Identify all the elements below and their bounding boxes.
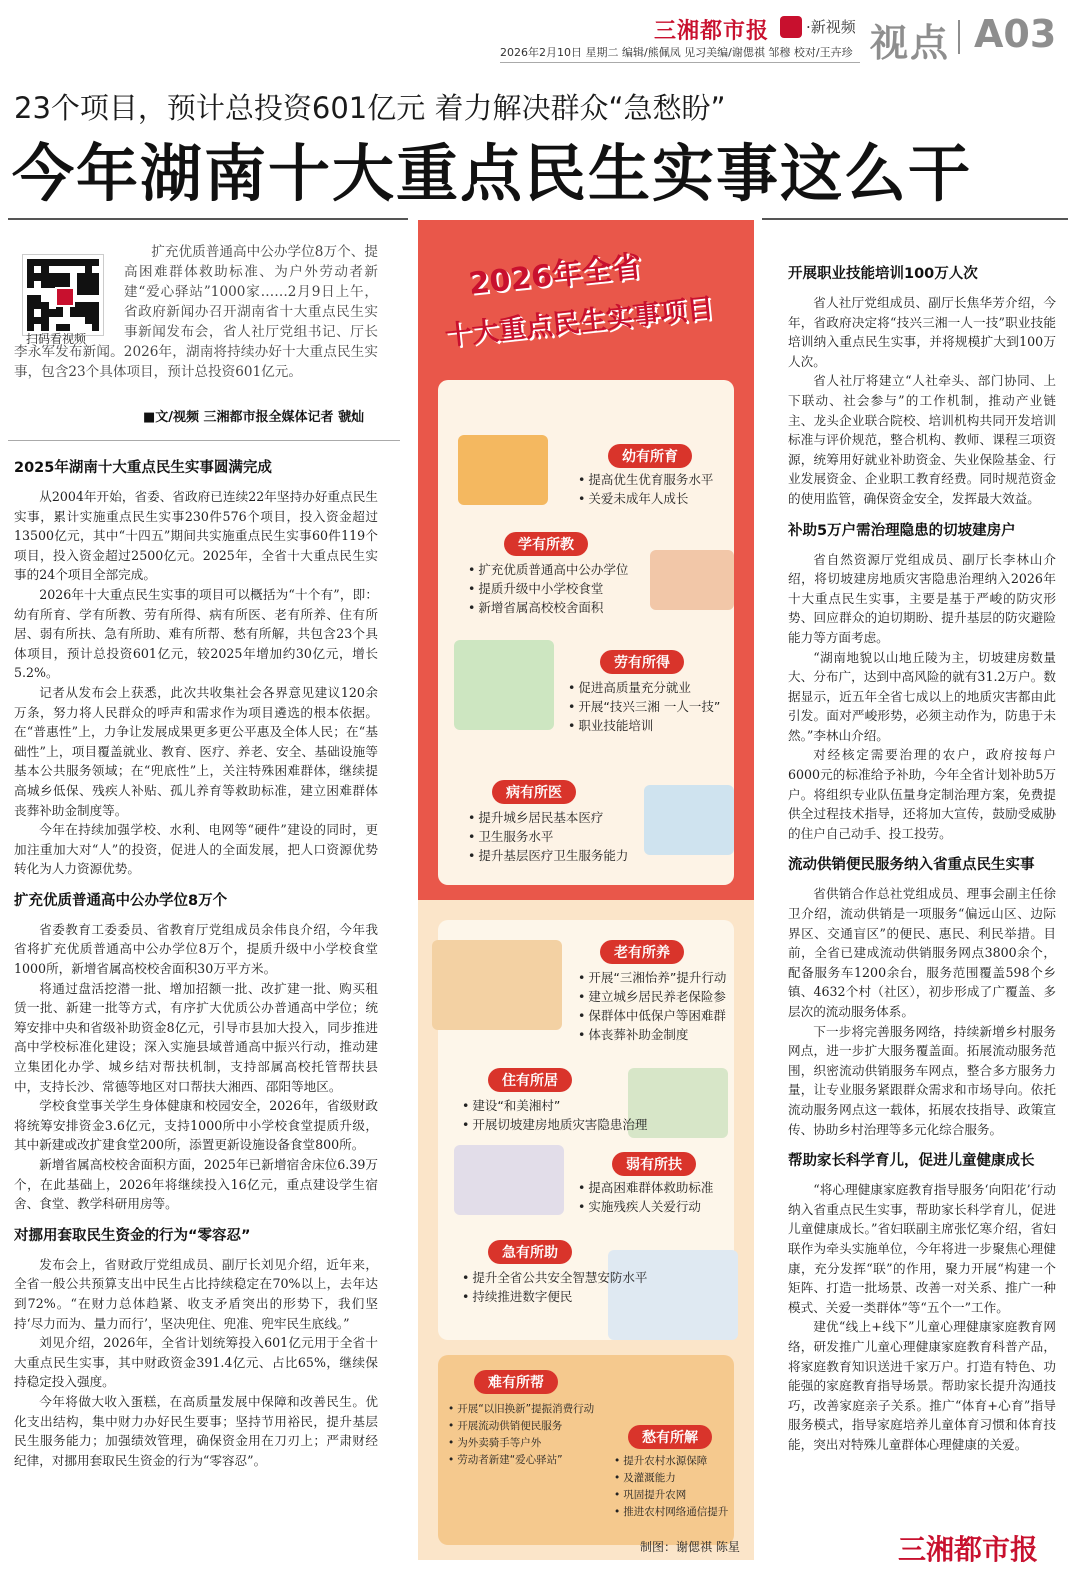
dateline: 2026年2月10日 星期二 编辑/熊佩凤 见习美编/谢偲祺 邹穆 校对/王卉珍 — [500, 46, 853, 59]
paragraph: 省人社厅将建立“人社牵头、部门协同、上下联动、社会参与”的工作机制，推动产业链主、龙头企业联合院校、培训机构共同开发培训标准与评价规范，整合机构、教师、课程三项资源，统筹用好就业补助资金、失业保险基金、行业发展资金、企业职工教育经费。同时规范资金的使用监管，确保资金安全，发挥最大效益。 — [788, 373, 1056, 506]
paragraph: 学校食堂事关学生身体健康和校园安全，2026年，省级财政将统筹安排资金3.6亿元，支持1000所中小学校食堂提质升级，其中新建或改扩建食堂200所，添置更新设施设备食堂800所。 — [14, 1098, 378, 1153]
headline-rule-right — [762, 218, 1068, 220]
infographic-tag: 愁有所解 — [628, 1425, 712, 1449]
section-body — [788, 293, 1056, 509]
paragraph: “湖南地貌以山地丘陵为主，切坡建房数量大、分布广，达到中高风险的就有31.2万户。数据显示，近五年全省七成以上的地质灾害都由此引发。面对严峻形势，必须主动作为，防患于未然。”李林山介绍。 — [788, 649, 1056, 743]
section-body — [14, 920, 378, 1214]
infographic-item: • 及灌溉能力 — [614, 1469, 676, 1488]
infographic-tag: 幼有所育 — [608, 444, 692, 468]
elderly-home-icon — [432, 940, 562, 1030]
city-road-icon — [454, 640, 554, 730]
hospital-icon — [644, 785, 734, 855]
infographic-item: • 开展“技兴三湘 一人一技” — [568, 697, 720, 716]
qr-label: 扫码看视频 — [26, 332, 87, 346]
paragraph: 发布会上，省财政厅党组成员、副厅长刘见介绍，近年来，全省一般公共预算支出中民生占比持续稳定在70%以上，去年达到72%。“在财力总体趋紧、收支矛盾突出的形势下，我们坚持‘尽力而为、量力而行’，坚决兜住、兜准、兜牢民生底线。” — [14, 1256, 378, 1331]
lead-rule — [8, 440, 400, 441]
infographic-item: • 巩固提升农网 — [614, 1486, 686, 1505]
video-logo-icon — [780, 16, 802, 38]
paragraph: 省人社厅党组成员、副厅长焦华芳介绍，今年，省政府决定将“技兴三湘一人一技”职业技能培训纳入重点民生实事，并将规模扩大到100万人次。 — [788, 295, 1056, 369]
paragraph: 省供销合作总社党组成员、理事会副主任徐卫介绍，流动供销是一项服务“偏远山区、边际界区、交通盲区”的便民、惠民、利民举措。目前，全省已建成流动供销服务网点3800余个，配备服务车1200余台，服务范围覆盖598个乡镇、4632个村（社区），初步形成了广覆盖、多层次的流动服务体系。 — [788, 886, 1056, 1019]
infographic-item: • 提升农村水源保障 — [614, 1452, 707, 1471]
infographic-credit: 制图：谢偲祺 陈星 — [640, 1540, 740, 1554]
infographic-item: • 提升基层医疗卫生服务能力 — [468, 846, 628, 865]
section-heading: 开展职业技能培训100万人次 — [788, 266, 978, 282]
section-body — [788, 884, 1056, 1139]
infographic-item: • 提高困难群体救助标准 — [578, 1178, 713, 1197]
section-heading: 扩充优质普通高中公办学位8万个 — [14, 892, 228, 909]
footer-logo: 三湘都市报 — [898, 1533, 1039, 1566]
infographic-tag: 学有所教 — [504, 532, 588, 556]
infographic-item: • 开展流动供销便民服务 — [448, 1417, 562, 1436]
article-lead — [14, 242, 378, 382]
infographic-item: • 卫生服务水平 — [468, 827, 553, 846]
community-icon — [454, 1145, 564, 1215]
infographic-item: • 推进农村网络通信提升 — [614, 1503, 728, 1522]
masthead-rule — [500, 62, 860, 63]
paragraph: 将通过盘活挖潜一批、增加招额一批、改扩建一批、购买租赁一批、新建一批等方式，有序扩大优质公办普通高中学位；统筹安排中央和省级补助资金8亿元，引导市县加大投入，同步推进高中学校标准化建设；深入实施县域普通高中振兴行动，推动建立集团化办学、城乡结对帮扶机制，支持部属高校托管帮扶县中，支持长沙、常德等地区对口帮扶大湘西、邵阳等地区。 — [14, 980, 378, 1094]
section-body — [788, 1180, 1056, 1454]
infographic-item: • 开展“三湘怡养”提升行动 — [578, 968, 726, 987]
section-body — [14, 1255, 378, 1471]
infographic-item: • 为外卖骑手等户外 — [448, 1434, 541, 1453]
infographic-item: • 关爱未成年人成长 — [578, 489, 688, 508]
paragraph: 对经核定需要治理的农户，政府按每户6000元的标准给予补助，今年全省计划补助5万户。将组织专业队伍量身定制治理方案，免费提供全过程技术指导，还将加大宣传，鼓励受威胁的住户自己动手、投工投劳。 — [788, 747, 1056, 841]
divider — [958, 20, 960, 54]
infographic-item: • 扩充优质普通高中公办学位 — [468, 560, 628, 579]
paragraph: 下一步将完善服务网络，持续新增乡村服务网点，进一步扩大服务覆盖面。拓展流动服务范围，织密流动供销服务车网点，整合多方服务力量，让专业服务紧跟群众需求和市场导向。依托流动服务网点这一载体，拓展农技指导、政策宣传、协助乡村治理等多元化综合服务。 — [788, 1023, 1056, 1137]
paragraph: 从2004年开始，省委、省政府已连续22年坚持办好重点民生实事，累计实施重点民生实事230件576个项目，投入资金超过13500亿元，其中“十四五”期间共实施重点民生实事60件119个项目，投入资金超过2500亿元。2025年，全省十大重点民生实事的24个项目全部完成。 — [14, 489, 378, 583]
infographic-tag: 老有所养 — [600, 940, 684, 964]
infographic-item: • 持续推进数字便民 — [462, 1287, 572, 1306]
infographic-title-line2: 十大重点民生实事项目 — [443, 292, 716, 353]
infographic-item: • 提高优生优育服务水平 — [578, 470, 713, 489]
infographic-item: • 新增省属高校校舍面积 — [468, 598, 603, 617]
paragraph: 记者从发布会上获悉，此次共收集社会各界意见建议120余万条，努力将人民群众的呼声和需求作为项目遴选的根本依据。在“普惠性”上，力争让发展成果更多更公平惠及全体人民；在“基础性”上，项目覆盖就业、教育、医疗、养老、安全、基础设施等基本公共服务领域；在“兜底性”上，关注特殊困难群体，继续提高城乡低保、残疾人补贴、孤儿养育等救助标准，建立困难群体丧葬补助金制度等。 — [14, 684, 378, 818]
section-body — [788, 550, 1056, 844]
paragraph: 今年在持续加强学校、水利、电网等“硬件”建设的同时，更加注重加大对“人”的投资，促进人的全面发展，把人口资源优势转化为人力资源优势。 — [14, 822, 378, 877]
classroom-icon — [650, 550, 734, 610]
paragraph: 2026年十大重点民生实事的项目可以概括为“十个有”，即：幼有所育、学有所教、劳有所得、病有所医、老有所养、住有所居、弱有所扶、急有所助、难有所帮、愁有所解，共包含23个具体项目，预计总投资601亿元，较2025年增加约30亿元，增长5.2%。 — [14, 586, 378, 681]
paragraph: 刘见介绍，2026年，全省计划统筹投入601亿元用于全省十大重点民生实事，其中财政资金391.4亿元、占比65%，继续保持稳定投入强度。 — [14, 1335, 378, 1390]
playground-icon — [458, 435, 548, 505]
partner-logo: ·新视频 — [806, 18, 856, 36]
paper-logo: 三湘都市报 — [654, 19, 770, 44]
infographic — [418, 220, 754, 1560]
infographic-item: • 劳动者新建“爱心驿站” — [448, 1451, 563, 1470]
section-name: 视点 — [870, 21, 951, 65]
right-column — [788, 262, 1056, 1454]
lead-float-spacer — [14, 242, 124, 338]
infographic-item: • 实施残疾人关爱行动 — [578, 1197, 701, 1216]
paragraph: 建优“线上+线下”儿童心理健康家庭教育网络，研发推广儿童心理健康家庭教育科普产品，将家庭教育知识送进千家万户。打造有特色、功能强的家庭教育指导场景。帮助家长提升沟通技巧，改善家庭亲子关系。推广“体育+心育”指导服务模式，指导家庭培养儿童体育习惯和体育技能，突出对特殊儿童群体心理健康的关爱。 — [788, 1319, 1056, 1452]
infographic-tag: 病有所医 — [492, 780, 576, 804]
infographic-item: • 开展切坡建房地质灾害隐患治理 — [462, 1115, 647, 1134]
infographic-item: • 保群体中低保户等困难群 — [578, 1006, 726, 1025]
byline: ■文/视频 三湘都市报全媒体记者 虢灿 — [143, 410, 365, 425]
infographic-item: • 体丧葬补助金制度 — [578, 1025, 688, 1044]
infographic-tag: 劳有所得 — [600, 650, 684, 674]
left-column — [14, 456, 378, 1470]
infographic-item: • 建设“和美湘村” — [462, 1096, 560, 1115]
section-heading: 流动供销便民服务纳入省重点民生实事 — [788, 857, 1035, 874]
section-heading: 2025年湖南十大重点民生实事圆满完成 — [14, 460, 272, 476]
paragraph: “将心理健康家庭教育指导服务‘向阳花’行动纳入省重点民生实事，帮助家长科学育儿，促进儿童健康成长。”省妇联副主席张忆寒介绍，省妇联作为牵头实施单位，今年将进一步聚焦心理健康，充分发挥“联”的作用，聚力开展“构建一个矩阵、打造一批场景、改善一对关系、推广一种模式、关爱一类群体”等“五个一”工作。 — [788, 1182, 1056, 1315]
page-number: A03 — [974, 12, 1057, 56]
paragraph: 省自然资源厅党组成员、副厅长李林山介绍，将切坡建房地质灾害隐患治理纳入2026年十大重点民生实事，主要是基于严峻的防灾形势、回应群众的迫切期盼、提升基层的防灾避险能力等方面考虑。 — [788, 551, 1056, 645]
infographic-tag: 急有所助 — [488, 1240, 572, 1264]
section-heading: 补助5万户需治理隐患的切坡建房户 — [788, 522, 1016, 539]
infographic-item: • 职业技能培训 — [568, 716, 653, 735]
paragraph: 新增省属高校校舍面积方面，2025年已新增宿舍床位6.39万个，在此基础上，2026年将继续投入16亿元，重点建设学生宿舍、食堂、教学科研用房等。 — [14, 1157, 378, 1212]
infographic-tag: 弱有所扶 — [612, 1152, 696, 1176]
infographic-item: • 促进高质量充分就业 — [568, 678, 691, 697]
section-heading: 帮助家长科学育儿，促进儿童健康成长 — [788, 1153, 1035, 1170]
headline-subtitle: 23个项目，预计总投资601亿元 着力解决群众“急愁盼” — [14, 91, 726, 125]
section-heading: 对挪用套取民生资金的行为“零容忍” — [14, 1227, 251, 1244]
paragraph: 省委教育工委委员、省教育厅党组成员余伟良介绍，今年我省将扩充优质普通高中公办学位8万个，提质升级中小学校食堂1000所，新增省属高校校舍面积30万平方米。 — [14, 921, 378, 977]
paragraph: 今年将做大收入蛋糕，在高质量发展中保障和改善民生。优化支出结构，集中财力办好民生要事；坚持节用裕民，提升基层民生服务能力；加强绩效管理，确保资金用在刀刃上；严肃财经纪律，对挪用套取民生资金的行为“零容忍”。 — [14, 1393, 378, 1468]
section-body — [14, 487, 378, 879]
infographic-title-line1: 2026年全省 — [467, 249, 644, 302]
infographic-item: • 开展“以旧换新”提振消费行动 — [448, 1400, 594, 1419]
infographic-item: • 提质升级中小学校食堂 — [468, 579, 603, 598]
infographic-tag: 难有所帮 — [474, 1370, 558, 1394]
infographic-item: • 提升全省公共安全智慧安防水平 — [462, 1268, 647, 1287]
infographic-item: • 建立城乡居民养老保险参 — [578, 987, 726, 1006]
smart-city-icon — [608, 1250, 738, 1340]
infographic-tag: 住有所居 — [488, 1068, 572, 1092]
headline-rule-left — [8, 218, 408, 220]
headline-title: 今年湖南十大重点民生实事这么干 — [12, 137, 973, 210]
lead-text: 扩充优质普通高中公办学位8万个、提高困难群体救助标准、为户外劳动者新建“爱心驿站”1000家……2月9日上午，省政府新闻办召开湖南省十大重点民生实事新闻发布会，省人社厅党组书记、厅长李永军发布新闻。2026年，湖南将持续办好十大重点民生实事，包含23个具体项目，预计总投资601亿元。 — [14, 244, 378, 380]
infographic-item: • 提升城乡居民基本医疗 — [468, 808, 603, 827]
